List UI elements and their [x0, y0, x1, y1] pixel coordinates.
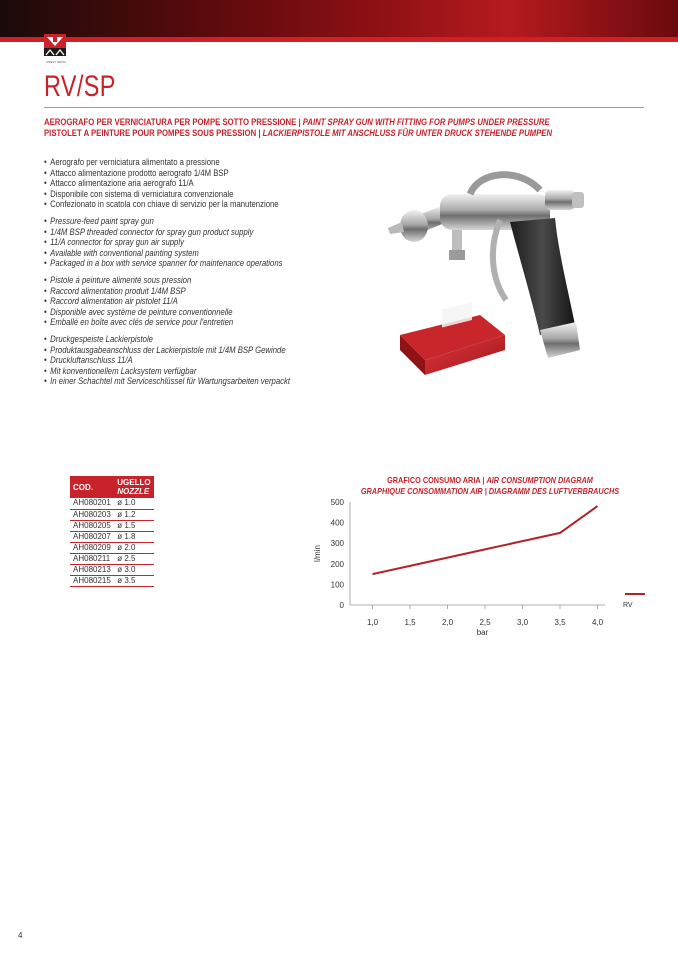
nozzle-cell: ø 3.0	[114, 564, 154, 575]
x-axis-label: bar	[476, 628, 489, 637]
feature-item: • 11/A connector for spray gun air supply	[44, 237, 328, 248]
series-line-rv	[373, 506, 598, 574]
y-tick-label: 200	[330, 559, 344, 569]
code-cell: AH080213	[70, 564, 114, 575]
nozzle-cell: ø 1.5	[114, 520, 154, 531]
chart-title-fr: GRAPHIQUE CONSOMMATION AIR |	[360, 486, 489, 496]
table-row	[70, 542, 154, 553]
x-tick-label: 1,0	[366, 618, 379, 627]
col-header-code: COD.	[70, 476, 114, 498]
nozzle-cell: ø 3.5	[114, 575, 154, 586]
features-french	[44, 275, 328, 328]
feature-item: • Raccord alimentation produit 1/4M BSP	[44, 286, 328, 297]
nozzle-cell: ø 2.5	[114, 553, 154, 564]
code-cell: AH080205	[70, 520, 114, 531]
brand-logo	[44, 34, 66, 60]
feature-item: • Packaged in a box with service spanner for maintenance operations	[44, 258, 328, 269]
chart-title-it: GRAFICO CONSUMO ARIA |	[387, 475, 487, 485]
nozzle-code-table	[70, 476, 154, 587]
x-tick-label: 2,5	[479, 618, 491, 627]
x-tick-label: 1,5	[404, 618, 416, 627]
features-german	[44, 334, 328, 387]
y-tick-label: 100	[330, 580, 344, 590]
header-band	[0, 0, 678, 42]
feature-item: • Disponible avec système de peinture conventionnelle	[44, 307, 328, 318]
x-tick-label: 3,5	[554, 618, 566, 627]
table-row	[70, 564, 154, 575]
feature-item: • In einer Schachtel mit Serviceschlüssel für Wartungsarbeiten verpackt	[44, 376, 328, 387]
page-title: RV/SP	[44, 70, 116, 103]
feature-item: • Confezionato in scatola con chiave di servizio per la manutenzione	[44, 199, 328, 210]
feature-item: • Druckluftanschluss 11/A	[44, 355, 328, 366]
feature-item: • Pressure-feed paint spray gun	[44, 216, 328, 227]
table-row	[70, 553, 154, 564]
y-tick-label: 300	[330, 539, 344, 549]
table-row	[70, 498, 154, 509]
y-tick-label: 0	[339, 601, 344, 610]
table-row	[70, 520, 154, 531]
feature-list	[44, 157, 328, 393]
feature-item: • Produktausgabeanschluss der Lackierpistole mit 1/4M BSP Gewinde	[44, 345, 328, 356]
subtitle-fr: PISTOLET A PEINTURE POUR POMPES SOUS PRESSION |	[44, 128, 263, 138]
subtitle-de: LACKIERPISTOLE MIT ANSCHLUSS FÜR UNTER DRUCK STEHENDE PUMPEN	[262, 128, 553, 138]
code-cell: AH080209	[70, 542, 114, 553]
feature-item: • Aerografo per verniciatura alimentato a pressione	[44, 157, 328, 168]
table-row	[70, 575, 154, 586]
features-english	[44, 216, 328, 269]
subtitle-it: AEROGRAFO PER VERNICIATURA PER POMPE SOTTO PRESSIONE |	[44, 117, 303, 127]
logo-caption: ANEST IWATA	[46, 60, 66, 64]
feature-item: • Raccord alimentation air pistolet 11/A	[44, 296, 328, 307]
legend-label: RV	[623, 602, 633, 609]
feature-item: • Emballé en boîte avec clés de service pour l'entretien	[44, 317, 328, 328]
x-tick-label: 2,0	[441, 618, 454, 627]
air-consumption-chart	[300, 490, 670, 650]
col-header-nozzle	[114, 476, 154, 498]
x-tick-label: 3,0	[516, 618, 529, 627]
y-axis-label: l/min	[313, 545, 322, 562]
chart-title-en: AIR CONSUMPTION DIAGRAM	[486, 475, 593, 485]
page-number: 4	[18, 931, 23, 940]
table-row	[70, 531, 154, 542]
y-tick-label: 400	[330, 518, 344, 528]
code-cell: AH080203	[70, 509, 114, 520]
code-cell: AH080201	[70, 498, 114, 509]
x-tick-label: 4,0	[591, 618, 604, 627]
code-cell: AH080211	[70, 553, 114, 564]
feature-item: • Pistole á peinture alimenté sous pression	[44, 275, 328, 286]
feature-item: • Mit konventionellem Lacksystem verfügbar	[44, 366, 328, 377]
nozzle-cell: ø 1.8	[114, 531, 154, 542]
nozzle-cell: ø 1.2	[114, 509, 154, 520]
table-row	[70, 509, 154, 520]
y-tick-label: 500	[330, 498, 344, 507]
nozzle-cell: ø 1.0	[114, 498, 154, 509]
code-cell: AH080215	[70, 575, 114, 586]
subtitle-en: PAINT SPRAY GUN WITH FITTING FOR PUMPS UNDER PRESSURE	[302, 117, 550, 127]
col-header-nozzle-en: NOZZLE	[117, 487, 150, 496]
title-divider	[44, 107, 644, 108]
product-subtitle	[44, 117, 560, 139]
feature-item: • 1/4M BSP threaded connector for spray gun product supply	[44, 227, 328, 238]
code-cell: AH080207	[70, 531, 114, 542]
spray-gun-product-image	[380, 150, 620, 390]
features-italian	[44, 157, 328, 210]
feature-item: • Attacco alimentazione prodotto aerografo 1/4M BSP	[44, 168, 328, 179]
chart-title-de: DIAGRAMM DES LUFTVERBRAUCHS	[488, 486, 620, 496]
feature-item: • Available with conventional painting system	[44, 248, 328, 259]
feature-item: • Attacco alimentazione aria aerografo 11/A	[44, 178, 328, 189]
feature-item: • Disponibile con sistema di verniciatura convenzionale	[44, 189, 328, 200]
col-header-ugello: UGELLO	[117, 478, 151, 487]
feature-item: • Druckgespeiste Lackierpistole	[44, 334, 328, 345]
nozzle-cell: ø 2.0	[114, 542, 154, 553]
